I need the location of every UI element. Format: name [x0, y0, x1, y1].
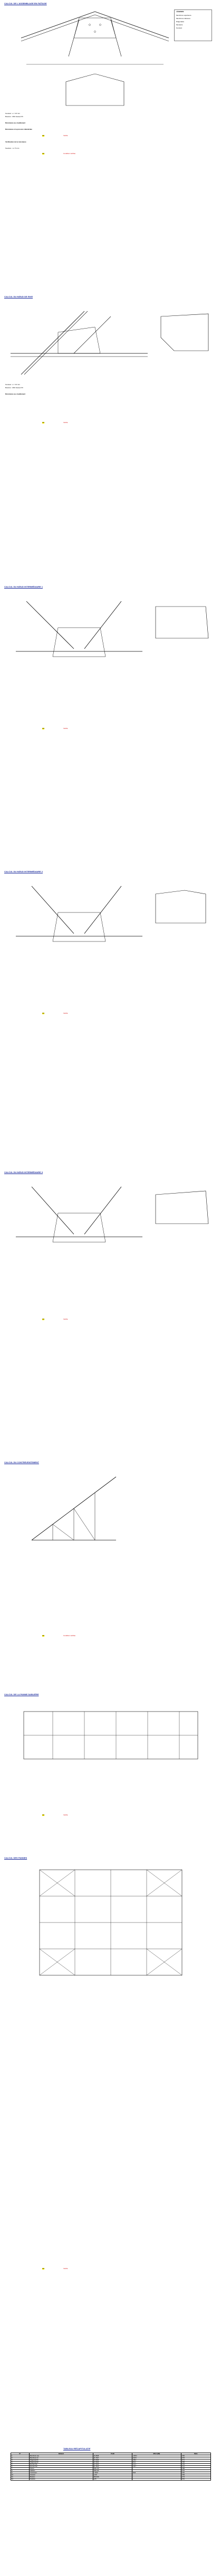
gusset-thickness: Gousset : e = 10 mm: [5, 112, 20, 114]
table-cell: 4: [11, 2462, 30, 2464]
table-cell: 0.41: [181, 2466, 210, 2468]
table-cell: 0.71: [181, 2459, 210, 2462]
table-cell: Diagonale D2: [30, 2462, 93, 2464]
table-cell: Membrure inf.: [30, 2457, 93, 2459]
table-cell: 1: [11, 2455, 30, 2457]
gusset-plate-sketch: [153, 601, 211, 643]
purlin-plan-grid: [37, 1867, 185, 1978]
table-cell: IPE 160: [93, 2470, 132, 2472]
table-cell: 2L 50x5: [93, 2462, 132, 2464]
bolt-spec: Boulons : M16 classe 8.8: [5, 116, 23, 118]
table-cell: 0.82: [181, 2455, 210, 2457]
shear-heading: Résistance au cisaillement: [5, 122, 26, 124]
check-result: Vérifié: [63, 134, 68, 137]
table-cell: 0.61: [181, 2478, 210, 2481]
table-cell: 2: [11, 2457, 30, 2459]
table-cell: 8: [11, 2470, 30, 2472]
check-result: Vérifié: [63, 1318, 68, 1320]
table-cell: -: [132, 2468, 181, 2470]
table-cell: Diagonale D1: [30, 2459, 93, 2462]
table-cell: L 60x6: [93, 2472, 132, 2474]
table-cell: 0.69: [181, 2474, 210, 2476]
table-cell: 11: [11, 2476, 30, 2478]
legend-item: Montants: [176, 24, 183, 26]
table-cell: -28.7: [132, 2466, 181, 2468]
table-cell: -42.1: [132, 2464, 181, 2466]
check-result: Vérifié: [63, 1814, 68, 1816]
gusset-plate-sketch: [63, 71, 127, 108]
legend-item: Gousset: [176, 27, 182, 29]
table-cell: -: [132, 2474, 181, 2476]
table-cell: 64.2: [132, 2462, 181, 2464]
table-cell: Contrevent.: [30, 2472, 93, 2474]
bracing-truss-diagram: [32, 1466, 137, 1545]
gusset-plate-sketch: [158, 311, 211, 353]
section-title-purlins: CALCUL DES PANNES: [4, 1857, 27, 1859]
table-cell: 10: [11, 2474, 30, 2476]
section-title-bracing: CALCUL DU CONTREVENTEMENT: [4, 1461, 39, 1464]
intermediate-node-1-diagram: [16, 591, 142, 670]
table-row: [11, 2478, 211, 2481]
section-title-ridge: CALCUL DE L'ASSEMBLAGE EN FAÎTAGE: [4, 2, 47, 5]
table-cell: Montant M1: [30, 2464, 93, 2466]
section-title-eave-purlin: CALCUL DE LA PANNE SABLIÈRE: [4, 1693, 39, 1696]
table-cell: Montant M2: [30, 2466, 93, 2468]
summary-table: [11, 2453, 211, 2481]
table-cell: 7: [11, 2468, 30, 2470]
check-result: Vérifié: [63, 421, 68, 424]
check-ok: OK: [42, 727, 45, 729]
table-cell: 0.88: [181, 2468, 210, 2470]
section-title-node-1: CALCUL DU NŒUD INTERMÉDIAIRE 1: [4, 585, 43, 588]
eave-node-diagram: [11, 301, 148, 380]
check-ok: OK: [42, 1318, 45, 1320]
intermediate-node-3-diagram: [16, 1176, 142, 1255]
check-ok: OK: [42, 1635, 45, 1637]
shear-heading: Résistance au cisaillement: [5, 393, 26, 395]
legend-item: Membrure inférieure: [176, 17, 191, 20]
table-cell: -: [132, 2476, 181, 2478]
bearing-heading: Résistance à la pression diamétrale: [5, 128, 32, 130]
gusset-thickness: Gousset : e = 10 mm: [5, 383, 20, 386]
check-result: Condition vérifiée: [63, 152, 76, 155]
table-cell: Boulons: [30, 2476, 93, 2478]
section-title-node-2: CALCUL DU NŒUD INTERMÉDIAIRE 2: [4, 870, 43, 873]
check-ok: OK: [42, 152, 45, 155]
section-title-node-3: CALCUL DU NŒUD INTERMÉDIAIRE 3: [4, 1171, 43, 1174]
table-cell: 2L 80x8: [93, 2455, 132, 2457]
check-result: Condition vérifiée: [63, 1635, 76, 1637]
column-header: Effort (kN): [132, 2453, 181, 2455]
table-cell: -: [132, 2470, 181, 2472]
table-cell: Soudure: [30, 2478, 93, 2481]
column-header: Profil: [93, 2453, 132, 2455]
table-cell: 0.73: [181, 2476, 210, 2478]
table-cell: 2L 60x6: [93, 2459, 132, 2462]
table-cell: Membrure sup.: [30, 2455, 93, 2457]
check-result: Vérifié: [63, 727, 68, 729]
check-ok: OK: [42, 421, 45, 424]
check-ok: OK: [42, 134, 45, 137]
check-result: Vérifié: [63, 1012, 68, 1014]
check-ok: OK: [42, 1012, 45, 1014]
section-title-eave-node: CALCUL DU NŒUD DE RIVE: [4, 295, 33, 298]
table-cell: 0.64: [181, 2470, 210, 2472]
eave-purlin-elevation: [21, 1701, 200, 1770]
table-cell: 2L 45x5: [93, 2466, 132, 2468]
table-cell: Sablière: [30, 2470, 93, 2472]
legend-item: Membrure supérieure: [176, 14, 191, 16]
table-cell: 0.76: [181, 2457, 210, 2459]
weld-spec: Soudure : a = 5 mm: [5, 147, 20, 149]
legend-title: LÉGENDE: [176, 11, 184, 13]
column-header: Élément: [30, 2453, 93, 2455]
check-ok: OK: [42, 2267, 45, 2270]
bolt-spec: Boulons : M16 classe 8.8: [5, 387, 23, 389]
table-cell: 2L 70x7: [93, 2457, 132, 2459]
table-cell: 212.6: [132, 2457, 181, 2459]
table-cell: 5: [11, 2464, 30, 2466]
check-ok: OK: [42, 1814, 45, 1816]
legend-item: Diagonales: [176, 21, 185, 23]
gusset-plate-sketch: [153, 886, 211, 928]
verify-heading: Vérification de la résistance: [5, 141, 26, 143]
section-title-summary: TABLEAU RÉCAPITULATIF: [63, 2447, 91, 2450]
table-cell: Panne: [30, 2468, 93, 2470]
table-cell: -245.3: [132, 2455, 181, 2457]
gusset-plate-sketch: [153, 1187, 211, 1229]
table-cell: 0.52: [181, 2472, 210, 2474]
table-cell: 2L 50x5: [93, 2464, 132, 2466]
table-cell: M16-8.8: [93, 2476, 132, 2478]
check-result: Vérifié: [63, 2267, 68, 2270]
table-cell: 12: [11, 2478, 30, 2481]
column-header: N°: [11, 2453, 30, 2455]
table-cell: 0.58: [181, 2462, 210, 2464]
table-cell: -98.4: [132, 2459, 181, 2462]
table-cell: -: [132, 2478, 181, 2481]
table-cell: 0.49: [181, 2464, 210, 2466]
table-cell: a=5: [93, 2478, 132, 2481]
table-cell: 6: [11, 2466, 30, 2468]
ridge-joint-diagram: [16, 6, 174, 70]
intermediate-node-2-diagram: [16, 876, 142, 955]
column-header: Ratio: [181, 2453, 210, 2455]
table-cell: 3: [11, 2459, 30, 2462]
table-cell: 9: [11, 2472, 30, 2474]
table-cell: 35.8: [132, 2472, 181, 2474]
table-cell: Gousset: [30, 2474, 93, 2476]
table-cell: IPE 140: [93, 2468, 132, 2470]
table-cell: e=10: [93, 2474, 132, 2476]
